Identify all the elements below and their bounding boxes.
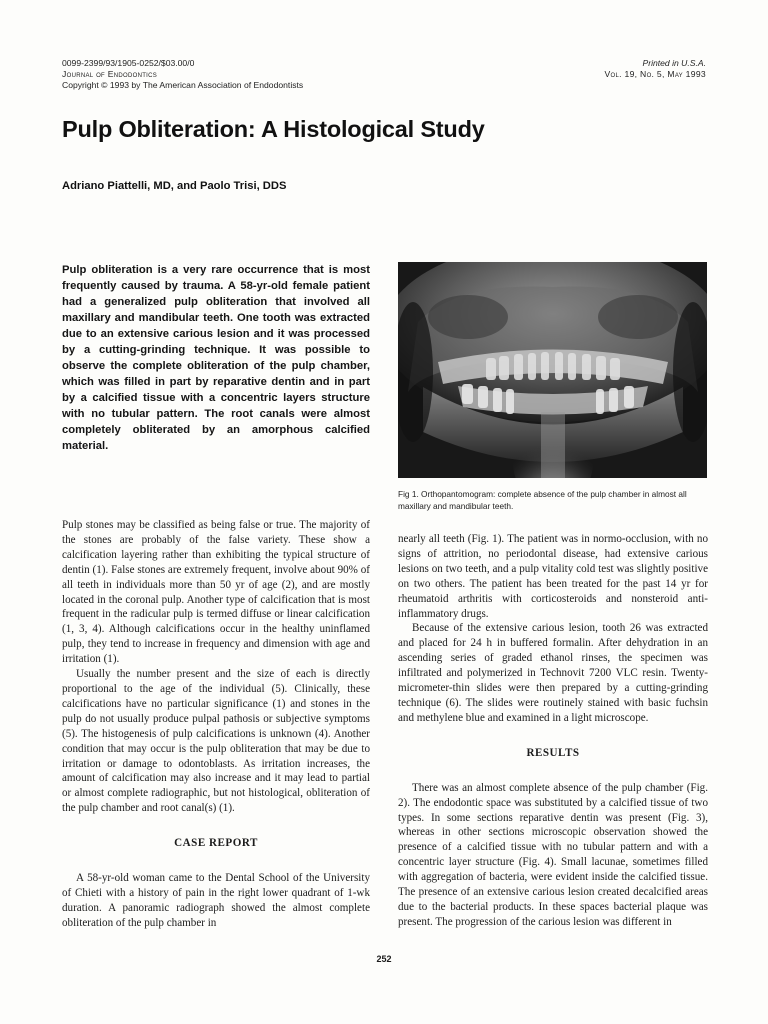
section-heading-case-report: CASE REPORT bbox=[174, 837, 258, 850]
paragraph: Pulp stones may be classified as being false or true. The majority of the stones are probably of the false variety. These show a calcification layering rather than exhibiting the typical structure of dentin (1). False stones are extremely frequent, involve about 90% of all teeth in individuals more than 50 yr of age (2), and are mostly located in the coronal pulp. Another type of calcification that is most frequent in the radicular pulp is termed diffuse or linear calcification (1, 3, 4). Although calcifications occur in the healthy uninflamed pulp, they tend to increase in frequency and dimension with age and irritation (1). bbox=[62, 519, 370, 666]
copyright-line: Copyright © 1993 by The American Association of Endodontists bbox=[62, 80, 304, 90]
article-title: Pulp Obliteration: A Histological Study bbox=[62, 116, 485, 142]
paragraph: There was an almost complete absence of the pulp chamber (Fig. 2). The endodontic space was substituted by a calcified tissue of two types. In some sections reparative dentin was present (Fig. 3), whereas in other sections microscopic observation showed the presence of a calcified tissue with no tubular pattern and with a concentric layer structure (Fig. 4). Small lacunae, sometimes filled with aggregation of bacteria, were evident inside the calcified tissue. The presence of an extensive carious lesion created decalcified areas due to the bacterial products. In these spaces bacterial plaque was present. The progression of the carious lesion was different in bbox=[398, 781, 708, 928]
volume-issue: Vol. 19, No. 5, May 1993 bbox=[604, 69, 706, 79]
page-number: 252 bbox=[376, 954, 392, 964]
paragraph: A 58-yr-old woman came to the Dental School of the University of Chieti with a history of pain in the right lower quadrant of 1-wk duration. A panoramic radiograph showed the almost complete obliteration of the pulp chamber in bbox=[62, 872, 370, 929]
paragraph: Because of the extensive carious lesion, tooth 26 was extracted and placed for 24 h in buffered formalin. After dehydration in an ascending series of graded ethanol rinses, the specimen was infiltrated and polymerized in Technovit 7200 VLC resin. Twenty-micrometer-thin slides were then prepared by a cutting-grinding technique (6). The slides were routinely stained with basic fuchsin and methylene blue and examined in a light microscope. bbox=[398, 622, 708, 724]
figure-caption: Fig 1. Orthopantomogram: complete absence of the pulp chamber in almost all maxillary and mandibular teeth. bbox=[398, 489, 687, 511]
printed-in: Printed in U.S.A. bbox=[642, 58, 706, 68]
figure-orthopantomogram bbox=[398, 262, 707, 478]
left-column bbox=[62, 518, 370, 931]
abstract: Pulp obliteration is a very rare occurrence that is most frequently caused by trauma. A 58-yr-old female patient had a generalized pulp obliteration that involved all maxillary and mandibular teeth. One tooth was extracted due to an extensive carious lesion and it was processed by a cutting-grinding technique. It was possible to observe the complete obliteration of the pulp chamber, which was filled in part by reparative dentin and in part by a calcified tissue with a concentric layers structure with no tubular pattern. The root canals were almost completely obliterated by an amorphous calcified material. bbox=[62, 264, 370, 452]
journal-meta bbox=[62, 58, 303, 91]
article-code: 0099-2399/93/1905-0252/$03.00/0 bbox=[62, 58, 195, 68]
print-meta bbox=[605, 58, 706, 80]
section-heading-results: RESULTS bbox=[526, 746, 580, 759]
right-column bbox=[398, 532, 708, 930]
paragraph: Usually the number present and the size of each is directly proportional to the age of the individual (5). Clinically, these calcifications have no particular significance (1) and stones in the pulp do not usually produce pulpal pathosis or subjective symptoms (5). The histogenesis of pulp calcifications is unknown (4). Another condition that may occur is the pulp obliteration that may be due to irritation or damage to odontoblasts. As irritation increases, the amount of calcification may also increase and it may lead to partial or almost complete radiographic, but not histological, obliteration of the pulp chamber and root canal(s) (1). bbox=[62, 668, 370, 815]
journal-name: Journal of Endodontics bbox=[62, 69, 158, 79]
xray-image bbox=[398, 262, 707, 478]
paragraph: nearly all teeth (Fig. 1). The patient was in normo-occlusion, with no signs of attrition, no periodontal disease, had extensive carious lesions on two teeth, and a pulp vitality cold test was slightly positive on two others. The patient has been treated for the past 14 yr for rheumatoid arthritis with corticosteroids and nonsteroid anti-inflammatory drugs. bbox=[398, 533, 708, 620]
article-authors: Adriano Piattelli, MD, and Paolo Trisi, DDS bbox=[62, 180, 287, 192]
